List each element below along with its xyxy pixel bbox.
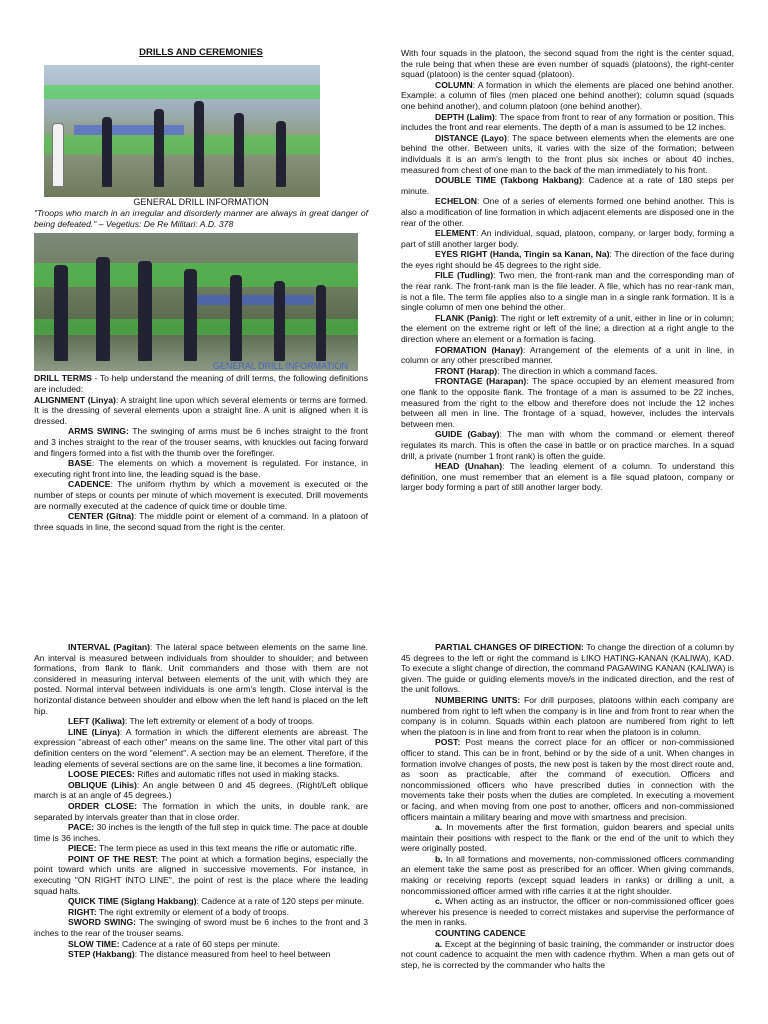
- definition-term: FILE (Tudling): [435, 270, 494, 281]
- definition-body: : Cadence at a rate of 180 steps per minute.: [401, 175, 734, 196]
- definition-paragraph: [34, 939, 368, 950]
- quote-source: Vegetius: De Re Militari: A.D. 378: [105, 218, 234, 229]
- definition-term: NUMBERING UNITS:: [435, 694, 521, 705]
- definition-body: : The middle point or element of a command. In a platoon of three squads in line, the second squad from the right is the center.: [34, 511, 369, 532]
- epigraph-quote: [34, 208, 368, 229]
- definition-body: : One of a series of elements formed one behind another. This is also a modification of line formation in which adjacent elements are disposed one in the rear of the other.: [401, 196, 734, 228]
- definition-body: The right extremity or element of a body of troops.: [96, 906, 289, 917]
- definition-paragraph: [34, 642, 368, 716]
- definition-term: FLANK (Panig): [435, 312, 496, 323]
- definition-paragraph: [401, 461, 734, 493]
- definition-term: INTERVAL (Pagitan): [68, 642, 151, 652]
- definition-term: a.: [435, 822, 443, 833]
- definition-term: EYES RIGHT (Handa, Tingin sa Kanan, Na): [435, 249, 610, 260]
- definition-paragraph: [34, 822, 368, 843]
- definition-term: FRONT (Harap): [435, 365, 498, 376]
- definition-term: DRILL TERMS: [34, 373, 92, 384]
- definition-paragraph: [401, 80, 734, 112]
- definition-term: QUICK TIME (Siglang Hakbang): [68, 896, 197, 907]
- definition-paragraph: [401, 737, 734, 822]
- definition-body: The swinging of arms must be 6 inches straight to the front and 3 inches straight to the rear of the trouser seams, with knuckles out facing forward and fingers formed into a fist with the thumb over the forefinger.: [34, 426, 368, 458]
- definition-term: c.: [435, 896, 443, 907]
- definition-term: POST:: [435, 737, 461, 748]
- document-title: DRILLS AND CEREMONIES: [139, 47, 263, 58]
- drill-photo-top: [44, 65, 320, 197]
- definition-body: For drill purposes, platoons within each company are numbered from right to left when the company is in line and from front to rear when the company is in column. Squads within each platoon are numbered from right to left when the platoon is in line and from front to rear when the platoon is in column.: [401, 694, 734, 737]
- soldier-figure: [194, 101, 204, 187]
- definition-body: : The space occupied by an element measured from one flank to the opposite flank. The frontage of a man is assumed to be 22 inches, measured from the right to the elbow and therefore does not include the 12 inches between all men in line. The frontage of a squad, however, includes the intervals between men.: [401, 376, 734, 429]
- column-2-text: [401, 48, 734, 493]
- definition-term: ALIGNMENT (Linya): [34, 394, 116, 405]
- definition-term: COUNTING CADENCE: [435, 928, 526, 939]
- definition-paragraph: [401, 249, 734, 270]
- definition-term: POINT OF THE REST:: [68, 853, 159, 864]
- definition-body: : An angle between 0 and 45 degrees. (Right/Left oblique march is at an angle of 45 degrees.): [34, 779, 368, 801]
- photo-band: [194, 295, 314, 305]
- definition-body: - To help understand the meaning of drill terms, the following definitions are included:: [34, 373, 369, 394]
- definition-term: STEP (Hakbang): [68, 949, 135, 960]
- definition-paragraph: [401, 366, 734, 377]
- definition-paragraph: [34, 854, 368, 896]
- definition-body: Rifles and automatic rifles not used in making stacks.: [134, 769, 340, 780]
- definition-body: With four squads in the platoon, the second squad from the right is the center squad, the rule being that when these are even number of squads (platoons), the right-center squad (platoon) is the center squad (platoon).: [401, 48, 734, 80]
- definition-term: DOUBLE TIME (Takbong Hakbang): [435, 175, 582, 186]
- soldier-figure: [102, 117, 112, 187]
- definition-paragraph: [34, 801, 368, 822]
- definition-paragraph: [34, 949, 368, 960]
- soldier-figure: [316, 285, 326, 361]
- definition-body: In all formations and movements, non-commissioned officers commanding an element take the same post as prescribed for an officer. When giving commands, making or receiving reports (except squad leaders in ranks) or drilling a unit, a noncommissioned officer armed with rifle carries it at the right shoulder.: [401, 853, 734, 896]
- definition-paragraph: [34, 917, 368, 938]
- definition-body: : The leading element of a column. To understand this definition, one must remember that an element is a file squad platoon, company or larger body forming a part of still another larger body.: [401, 461, 734, 493]
- definition-paragraph: [34, 896, 368, 907]
- column-3: [34, 642, 368, 960]
- definition-body: The swinging of sword must be 6 inches to the front and 3 inches to the rear of the trouser seams.: [34, 917, 369, 939]
- definition-term: LOOSE PIECES:: [68, 769, 135, 780]
- soldier-figure: [96, 257, 110, 361]
- photo-caption: GENERAL DRILL INFORMATION: [133, 196, 269, 207]
- definition-term: CADENCE: [68, 479, 111, 490]
- definition-body: To change the direction of a column by 45 degrees to the left or right the command is LIKO HATING-KANAN (KALIWA), KAD. To execute a slight change of direction, the command PAGAWING KANAN (KALIWA) is given. The guide or guiding elements move/s in the indicated direction, and the rest of the unit follows.: [401, 642, 735, 695]
- definition-term: FORMATION (Hanay): [435, 344, 523, 355]
- definition-term: ELEMENT: [435, 228, 477, 239]
- definition-term: COLUMN: [435, 79, 473, 90]
- definition-body: 30 inches is the length of the full step in quick time. The pace at double time is 36 inches.: [34, 822, 368, 843]
- definition-body: : Cadence at a rate of 120 steps per minute.: [196, 896, 365, 907]
- definition-body: : The right or left extremity of a unit, either in line or in column; the element on the extreme right or left of the line; a direction at a right angle to the direction where an element or a formation is facing.: [401, 312, 734, 345]
- definition-paragraph: [34, 769, 368, 780]
- definition-term: BASE: [68, 458, 92, 469]
- definition-paragraph: [34, 511, 368, 532]
- definition-body: : The direction of the face during the eyes right should be 45 degrees to the right side.: [401, 249, 734, 270]
- column-1: [34, 48, 368, 532]
- definition-body: : The distance measured from heel to heel between: [134, 949, 331, 960]
- drill-photo-formation: [34, 233, 358, 371]
- soldier-figure: [138, 261, 152, 361]
- definition-paragraph: [401, 939, 734, 971]
- soldier-figure: [52, 123, 64, 187]
- definition-paragraph: [34, 395, 368, 427]
- soldier-figure: [274, 281, 285, 361]
- definition-paragraph: [401, 695, 734, 737]
- photo-band: [74, 125, 184, 135]
- definition-body: : The man with whom the command or element thereof regulates its march. This is often the case in battle or on practice marches. In a squad drill, a private (number 1 front rank) is often the guide.: [401, 429, 734, 461]
- definition-paragraph: [401, 642, 734, 695]
- definition-term: GUIDE (Gabay): [435, 429, 500, 440]
- definition-term: LEFT (Kaliwa): [68, 716, 125, 727]
- definition-body: : The elements on which a movement is regulated. For instance, in executing right front into line, the leading squad is the base.: [34, 458, 368, 479]
- definition-paragraph: [34, 426, 368, 458]
- soldier-figure: [234, 113, 244, 187]
- definition-body: : A formation in which the different elements are abreast. The expression "abreast of each other" means on the same line. The other vital part of this definition centers on the word "element". A section may be an element. Therefore, if the leading elements of several sections are on the same line, it becomes a line formation.: [34, 726, 368, 769]
- definition-body: : Arrangement of the elements of a unit in line, in column or any other prescribed manner.: [401, 344, 734, 366]
- definition-paragraph: [34, 907, 368, 918]
- definition-body: The formation in which the units, in double rank, are separated by intervals greater than that in close order.: [34, 800, 369, 822]
- definition-paragraph: [401, 112, 734, 133]
- definition-term: SLOW TIME:: [68, 938, 120, 949]
- definition-paragraph: [34, 727, 368, 769]
- definition-body: Cadence at a rate of 60 steps per minute.: [119, 938, 281, 949]
- soldier-figure: [154, 109, 164, 187]
- definition-paragraph: [34, 373, 368, 394]
- definition-paragraph: [34, 843, 368, 854]
- definition-body: : The space from front to rear of any formation or position. This includes the front and rear elements. The depth of a man is assumed to be 12 inches.: [401, 111, 734, 133]
- soldier-figure: [230, 275, 242, 361]
- definition-paragraph: [401, 429, 734, 461]
- definition-paragraph: [401, 376, 734, 429]
- definition-paragraph: [401, 175, 734, 196]
- soldier-figure: [276, 121, 286, 187]
- column-1-text: [34, 373, 368, 532]
- definition-term: a.: [435, 938, 443, 949]
- definition-term: RIGHT:: [68, 906, 97, 917]
- definition-term: HEAD (Unahan): [435, 461, 503, 472]
- definition-term: DISTANCE (Layo): [435, 132, 507, 143]
- definition-term: SWORD SWING:: [68, 917, 137, 928]
- definition-paragraph: [401, 854, 734, 896]
- definition-paragraph: [401, 313, 734, 345]
- definition-term: ARMS SWING:: [68, 426, 129, 437]
- column-3-text: [34, 642, 368, 960]
- definition-body: : A straight line upon which several elements or terms are formed. It is the dressing of several elements upon a straight line. A unit is aligned when it is dressed.: [34, 394, 368, 426]
- definition-paragraph: [401, 822, 734, 854]
- definition-body: : The direction in which a command faces.: [497, 365, 658, 376]
- definition-body: In movements after the first formation, guidon bearers and special units maintain their positions with respect to the flank or the end of the unit to which they were originally posted.: [401, 822, 734, 854]
- definition-paragraph: [34, 716, 368, 727]
- definition-body: Post means the correct place for an officer or non-commissioned officer to stand. This can be in front, behind or by the side of a unit. When changes in formation involve changes of posts, the new post is taken by the most direct route and, as soon as practicable, after the command of execution. Officers and noncommissioned officers who have prescribed duties in connection with the movements take their posts when the duties are completed. In executing a movement or facing, and when moving from one post to another, officers and non-commissioned officers maintain a military bearing and move with smartness and precision.: [401, 737, 734, 822]
- soldier-figure: [54, 265, 68, 361]
- definition-body: : The space between elements when the elements are one behind the other. Between units, it varies with the size of the formation; between individuals it is an arm's length to the front plus six inches or about 40 inches, measured from chest of one man to the back of the man immediately to his front.: [401, 132, 734, 175]
- definition-body: When acting as an instructor, the officer or non-commissioned officer goes wherever his presence is needed to correct mistakes and supervise the performance of the men in ranks.: [401, 896, 734, 928]
- definition-term: PIECE:: [68, 843, 97, 854]
- definition-term: DEPTH (Lalim): [435, 111, 495, 122]
- definition-paragraph: [401, 896, 734, 928]
- definition-paragraph: [401, 228, 734, 249]
- definition-paragraph: [34, 479, 368, 511]
- photo-watermark: GENERAL DRILL INFORMATION: [212, 360, 348, 371]
- definition-paragraph: [401, 133, 734, 175]
- definition-term: ECHELON: [435, 196, 478, 207]
- definition-term: CENTER (Gitna): [68, 511, 134, 522]
- definition-body: : The uniform rhythm by which a movement is executed or the number of steps or counts per minute of which movement is executed. Drill movements are normally executed at the cadence of quick time or double time.: [34, 479, 368, 511]
- definition-paragraph: [401, 196, 734, 228]
- column-2: [401, 48, 734, 493]
- column-4-text: [401, 642, 734, 970]
- soldier-figure: [184, 269, 197, 361]
- definition-paragraph: [401, 928, 734, 939]
- definition-term: FRONTAGE (Harapan): [435, 376, 527, 387]
- definition-body: Except at the beginning of basic training, the commander or instructor does not count cadence to acquaint the men with cadence rhythm. When a man gets out of step, he is corrected by the commander who halts the: [401, 938, 734, 970]
- definition-body: The point at which a formation begins, especially the point toward which units are aligned in successive movements. For instance, in executing "ON RIGHT INTO LINE", the point of rest is the place where the leading squad halts.: [34, 853, 369, 896]
- definition-body: : The lateral space between elements on the same line. An interval is measured between individuals from shoulder to shoulder; and between formations, from flank to flank. Unit commanders and those with them are not considered in measuring interval between elements of the unit with which they are posted. Normal interval between individuals is one arm's length. Close interval is the horizontal distance between shoulder and elbow when the left hand is placed on the left hip.: [34, 642, 369, 716]
- definition-body: : A formation in which the elements are placed one behind another. Example: a column of files (men placed one behind another); column squad (squads one behind another), and column platoon (one behind another).: [401, 79, 734, 111]
- definition-term: PARTIAL CHANGES OF DIRECTION:: [435, 642, 584, 652]
- photo-band: [44, 85, 320, 99]
- definition-body: : Two men, the front-rank man and the corresponding man of the rear rank. The front-rank man is the file leader. A file, which has no rear-rank man, is not a file. The term file applies also to a single man in a single rank formation. It is a single column of men one behind the other.: [401, 270, 734, 313]
- definition-term: b.: [435, 853, 443, 864]
- definition-paragraph: [34, 458, 368, 479]
- column-4: [401, 642, 734, 970]
- definition-paragraph: [401, 48, 734, 80]
- definition-term: LINE (Linya): [68, 726, 120, 737]
- definition-paragraph: [401, 270, 734, 312]
- definition-paragraph: [401, 345, 734, 366]
- definition-term: OBLIQUE (Lihis): [68, 779, 137, 790]
- definition-paragraph: [34, 780, 368, 801]
- definition-body: : The left extremity or element of a body of troops.: [124, 716, 315, 727]
- quote-text: "Troops who march in an irregular and disorderly manner are always in great danger of being defeated." –: [34, 208, 368, 229]
- definition-body: : An individual, squad, platoon, company, or larger body, forming a part of still another larger body.: [401, 228, 734, 249]
- definition-term: PACE:: [68, 822, 95, 833]
- definition-body: The term piece as used in this text means the rifle or automatic rifle.: [96, 843, 357, 854]
- definition-term: ORDER CLOSE:: [68, 800, 138, 811]
